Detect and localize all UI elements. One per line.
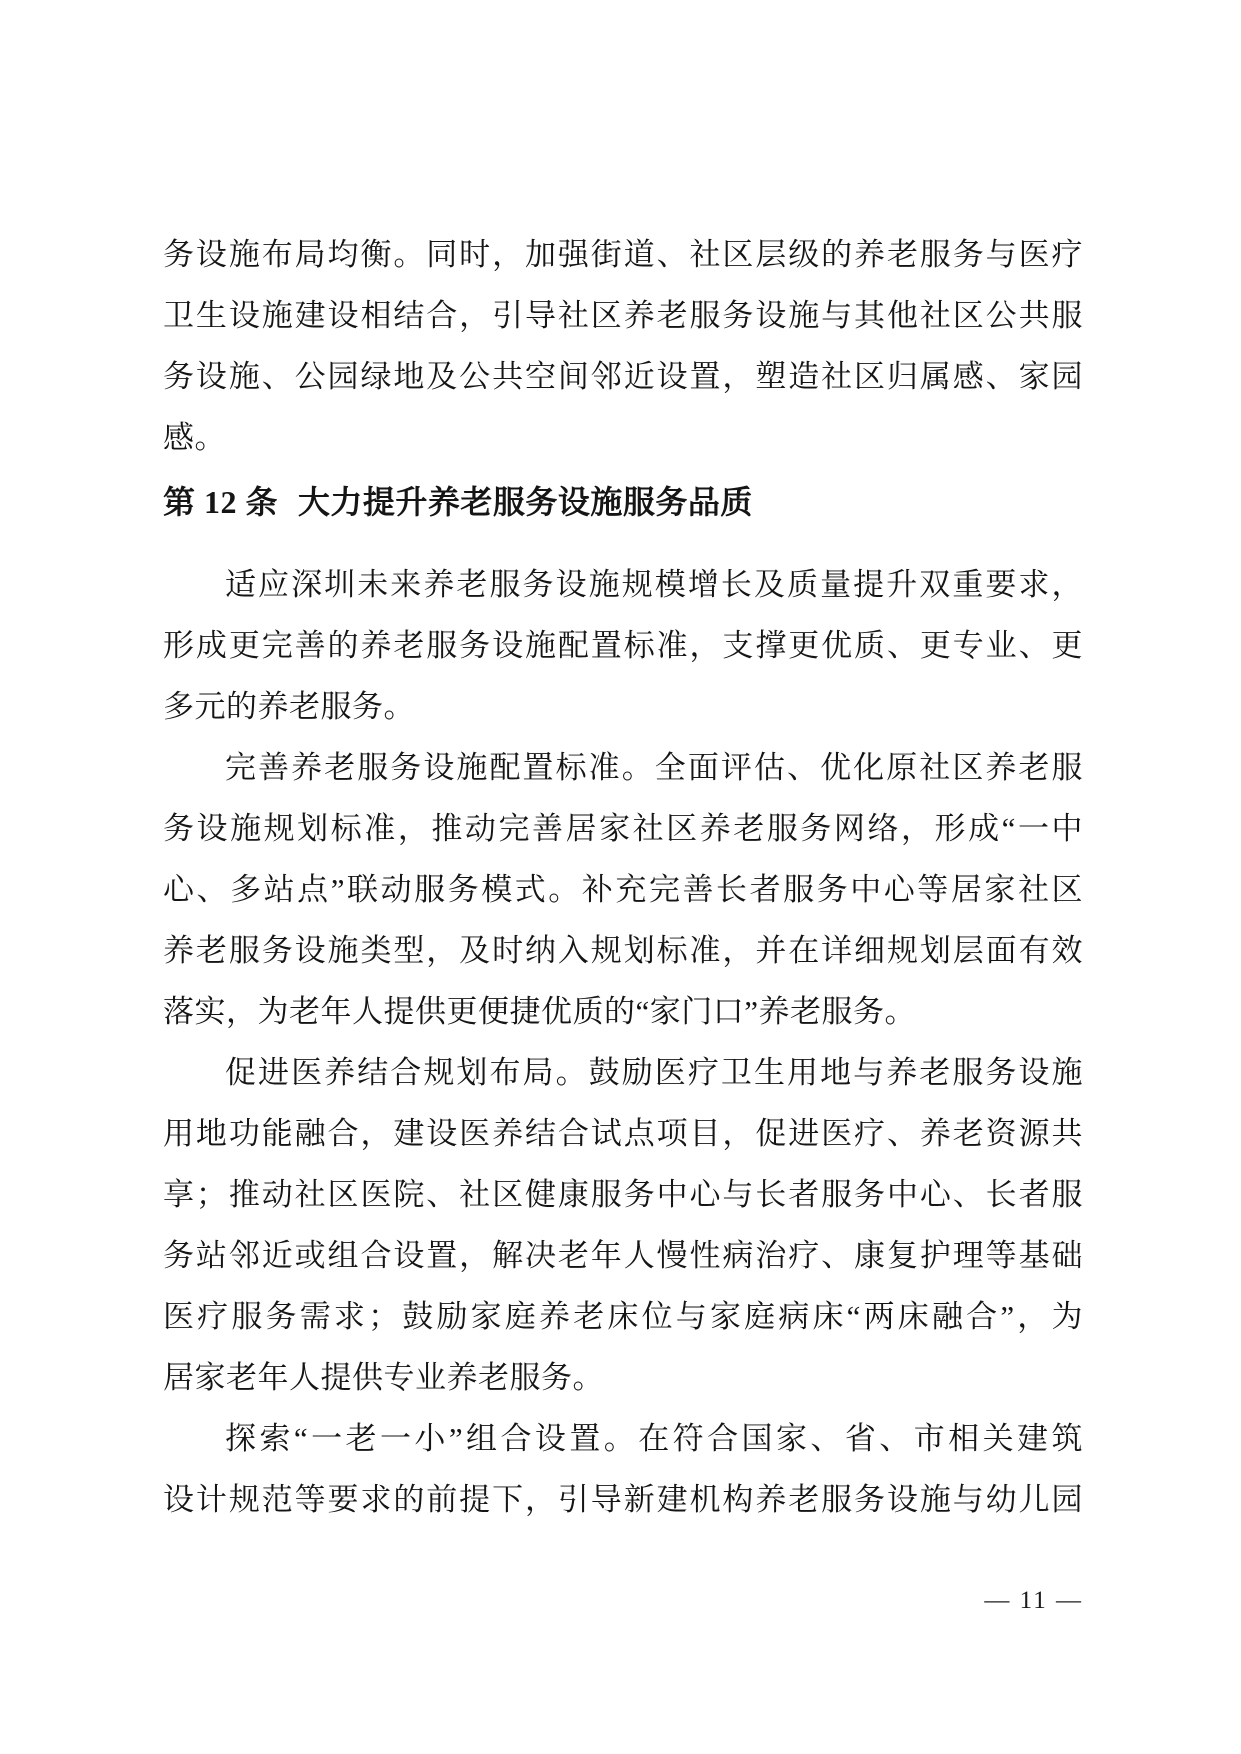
text-line: 享；推动社区医院、社区健康服务中心与长者服务中心、长者服 (163, 1177, 1083, 1212)
page-content (163, 224, 1083, 1530)
text-line: 务站邻近或组合设置，解决老年人慢性病治疗、康复护理等基础 (163, 1238, 1083, 1273)
text-line: 务设施布局均衡。同时，加强街道、社区层级的养老服务与医疗 (163, 237, 1083, 272)
text-line: 完善养老服务设施配置标准。全面评估、优化原社区养老服 (225, 750, 1083, 785)
text-line: 居家老年人提供专业养老服务。 (163, 1360, 604, 1395)
text-line: 养老服务设施类型，及时纳入规划标准，并在详细规划层面有效 (163, 933, 1083, 968)
text-line: 用地功能融合，建设医养结合试点项目，促进医疗、养老资源共 (163, 1116, 1083, 1151)
paragraph (163, 1408, 1083, 1530)
article-number: 第 12 条 (163, 484, 279, 520)
text-line: 务设施、公园绿地及公共空间邻近设置，塑造社区归属感、家园 (163, 359, 1083, 394)
page-number: — 11 — (984, 1587, 1083, 1614)
paragraph (163, 737, 1083, 1042)
text-line: 探索“一老一小”组合设置。在符合国家、省、市相关建筑 (225, 1421, 1083, 1456)
text-line: 感。 (163, 420, 226, 455)
article-heading (163, 472, 1083, 533)
text-line: 心、多站点”联动服务模式。补充完善长者服务中心等居家社区 (163, 872, 1083, 907)
article-title: 大力提升养老服务设施服务品质 (297, 484, 753, 520)
text-line: 务设施规划标准，推动完善居家社区养老服务网络，形成“一中 (163, 811, 1083, 846)
paragraph (163, 554, 1083, 737)
text-line: 落实，为老年人提供更便捷优质的“家门口”养老服务。 (163, 994, 917, 1029)
text-line: 设计规范等要求的前提下，引导新建机构养老服务设施与幼儿园 (163, 1482, 1083, 1517)
text-line: 卫生设施建设相结合，引导社区养老服务设施与其他社区公共服 (163, 298, 1083, 333)
text-line: 适应深圳未来养老服务设施规模增长及质量提升双重要求， (225, 567, 1083, 602)
text-line: 促进医养结合规划布局。鼓励医疗卫生用地与养老服务设施 (225, 1055, 1083, 1090)
text-line: 多元的养老服务。 (163, 689, 415, 724)
text-line: 医疗服务需求；鼓励家庭养老床位与家庭病床“两床融合”，为 (163, 1299, 1083, 1334)
paragraph-continuation (163, 224, 1083, 468)
paragraph (163, 1042, 1083, 1408)
text-line: 形成更完善的养老服务设施配置标准，支撑更优质、更专业、更 (163, 628, 1083, 663)
